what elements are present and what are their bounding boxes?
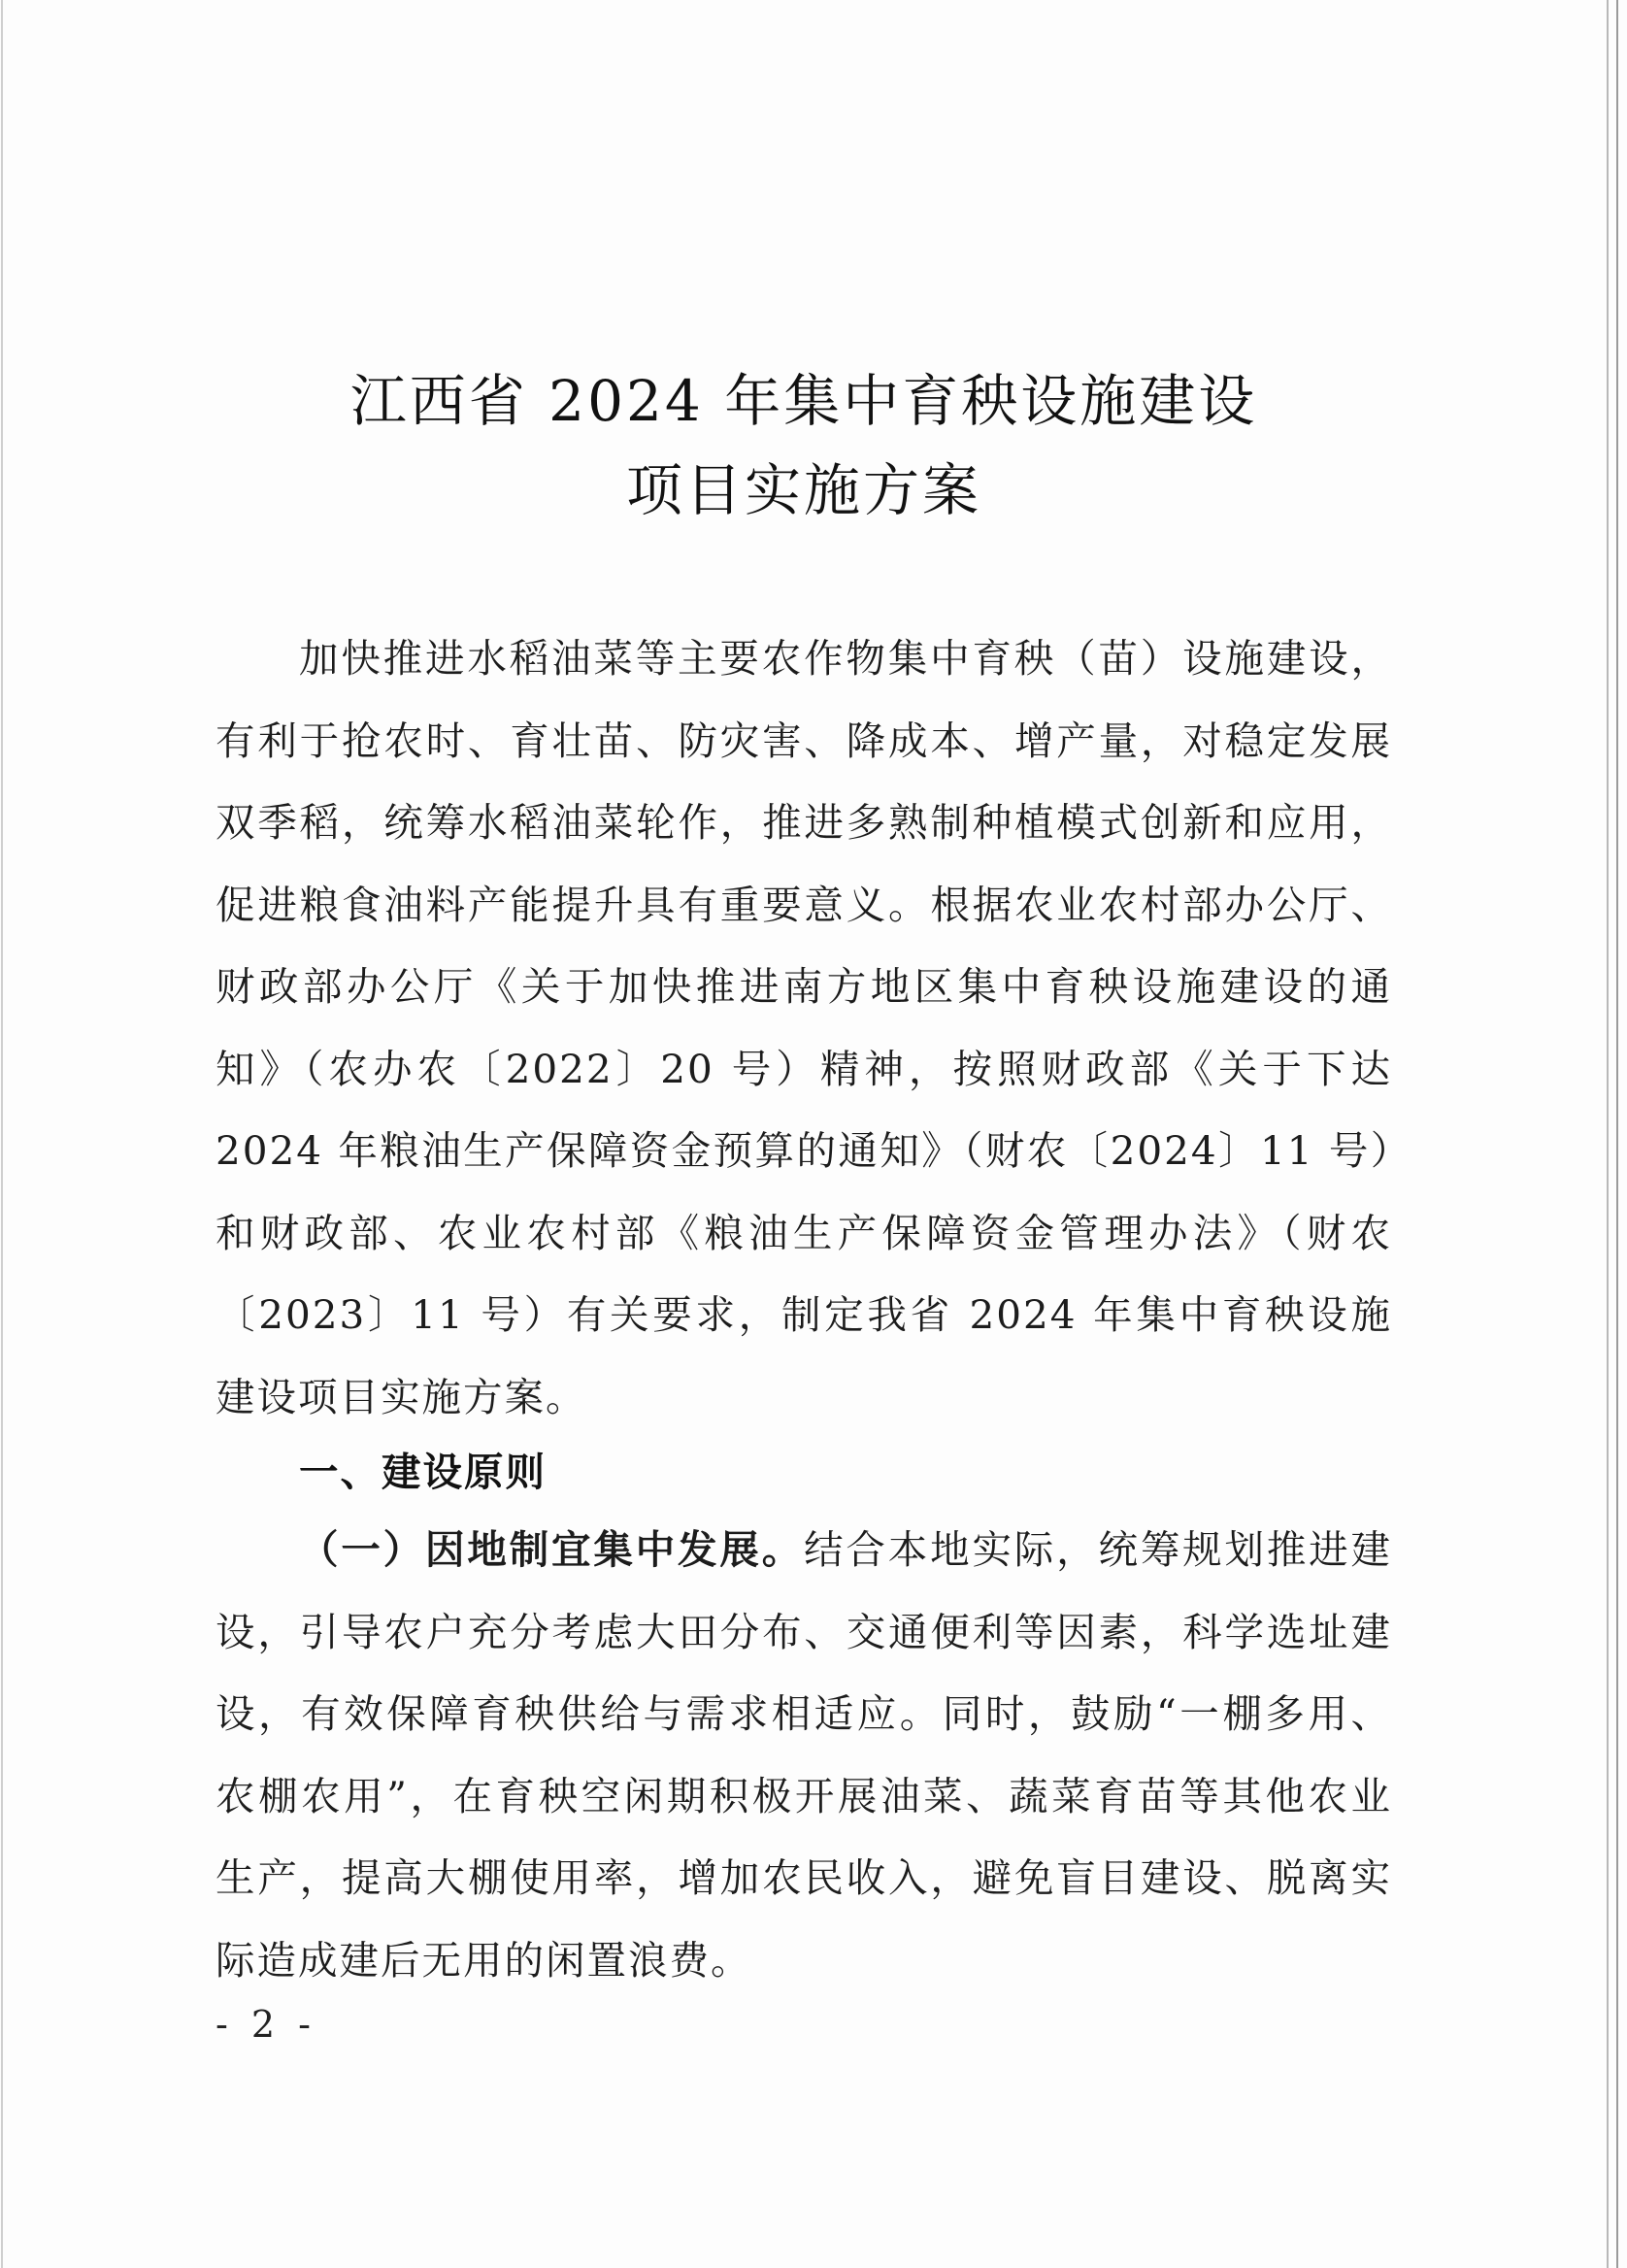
principle-1-paragraph [216, 1509, 1392, 2001]
intro-paragraph: 加快推进水稻油菜等主要农作物集中育秧（苗）设施建设，有利于抢农时、育壮苗、防灾害、降成本、增产量，对稳定发展双季稻，统筹水稻油菜轮作，推进多熟制种植模式创新和应用，促进粮食油料产能提升具有重要意义。根据农业农村部办公厅、财政部办公厅《关于加快推进南方地区集中育秧设施建设的通知》（农办农〔2022〕20 号）精神，按照财政部《关于下达 2024 年粮油生产保障资金预算的通知》（财农〔2024〕11 号）和财政部、农业农村部《粮油生产保障资金管理办法》（财农〔2023〕11 号）有关要求，制定我省 2024 年集中育秧设施建设项目实施方案。 [216, 635, 1392, 1420]
scan-edge-right [1607, 0, 1609, 2268]
section-heading-principles: 一、建设原则 [299, 1449, 547, 1495]
scan-edge-right-outer [1616, 0, 1618, 2268]
principle-1-lead: （一）因地制宜集中发展。 [299, 1526, 805, 1573]
document-title-line-1: 江西省 2024 年集中育秧设施建设 [349, 368, 1258, 434]
scan-edge-left [1, 0, 3, 2268]
document-title-line-2: 项目实施方案 [625, 457, 981, 523]
page-number: - 2 - [216, 2003, 317, 2046]
principle-1-body: 结合本地实际，统筹规划推进建设，引导农户充分考虑大田分布、交通便利等因素，科学选址建设，有效保障育秧供给与需求相适应。同时，鼓励“一棚多用、农棚农用”，在育秧空闲期积极开展油菜、蔬菜育苗等其他农业生产，提高大棚使用率，增加农民收入，避免盲目建设、脱离实际造成建后无用的闲置浪费。 [216, 1526, 1393, 1984]
